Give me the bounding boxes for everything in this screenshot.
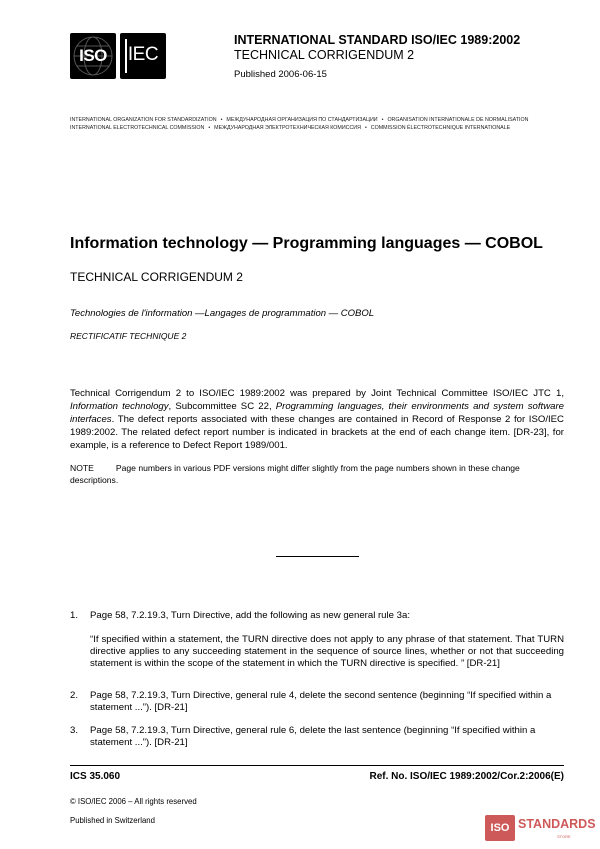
ics-code: ICS 35.060 <box>70 771 121 782</box>
org-name: МЕЖДУНАРОДНАЯ ЭЛЕКТРОТЕХНИЧЕСКАЯ КОМИССИЯ <box>214 125 361 131</box>
org-name: INTERNATIONAL ELECTROTECHNICAL COMMISSION <box>70 125 205 131</box>
french-title: Technologies de l'information —Langages de programmation — COBOL <box>70 308 375 319</box>
item-number: 3. <box>70 725 79 736</box>
item-text: Page 58, 7.2.19.3, Turn Directive, general rule 4, delete the second sentence (beginning “If specified within a statement ...”). [DR-21] <box>90 690 552 714</box>
published-in: Published in Switzerland <box>70 816 155 825</box>
orgs-row-2 <box>70 125 564 131</box>
org-separator: • <box>364 125 367 131</box>
item-text: Page 58, 7.2.19.3, Turn Directive, general rule 6, delete the last sentence (beginning “If specified within a statement ...”). [DR-21] <box>90 725 536 749</box>
tc-subtitle: TECHNICAL CORRIGENDUM 2 <box>70 270 243 284</box>
note-text: Page numbers in various PDF versions might differ slightly from the page numbers shown in these change descriptions. <box>70 463 520 485</box>
standards-store-watermark <box>485 811 595 845</box>
french-tc-subtitle: RECTIFICATIF TECHNIQUE 2 <box>70 331 187 341</box>
change-item <box>70 690 564 714</box>
document-title: Information technology — Programming languages — COBOL <box>70 235 543 252</box>
iso-logo <box>70 33 116 79</box>
intro-italic: Programming languages, their environments and system software interfaces <box>70 401 565 426</box>
intro-text: , Subcommittee SC 22, <box>168 401 276 413</box>
footer-divider <box>70 765 564 766</box>
intro-text: Technical Corrigendum 2 to ISO/IEC 1989:2002 was prepared by Joint Technical Committee ISO/IEC JTC 1, <box>70 388 564 399</box>
item-text: Page 58, 7.2.19.3, Turn Directive, add the following as new general rule 3a: <box>90 610 410 621</box>
standard-title: INTERNATIONAL STANDARD ISO/IEC 1989:2002 <box>234 33 521 47</box>
change-item <box>70 610 564 622</box>
iec-logo <box>120 33 166 79</box>
org-name: COMMISSION ÉLECTROTECHNIQUE INTERNATIONALE <box>370 125 511 131</box>
store-badge: ISO <box>485 815 515 841</box>
note <box>70 463 564 486</box>
org-separator: • <box>381 117 384 123</box>
reference-number: Ref. No. ISO/IEC 1989:2002/Cor.2:2006(E) <box>369 771 564 782</box>
orgs-row-1 <box>70 117 564 123</box>
copyright: © ISO/IEC 2006 – All rights reserved <box>70 797 197 806</box>
item-number: 1. <box>70 610 79 621</box>
corrigendum-label: TECHNICAL CORRIGENDUM 2 <box>234 48 415 62</box>
org-separator: • <box>208 125 211 131</box>
org-name: МЕЖДУНАРОДНАЯ ОРГАНИЗАЦИЯ ПО СТАНДАРТИЗАЦИИ <box>226 117 378 123</box>
intro-paragraph <box>70 387 564 452</box>
published-date: Published 2006-06-15 <box>234 69 327 80</box>
change-item <box>70 725 564 749</box>
iec-logo-text: IEC <box>127 44 159 65</box>
note-label: NOTE <box>70 463 94 473</box>
store-small: STORE <box>557 834 571 839</box>
iso-logo-text: ISO <box>79 46 107 65</box>
org-name: ORGANISATION INTERNATIONALE DE NORMALISATION <box>387 117 529 123</box>
intro-italic: Information technology <box>70 401 169 413</box>
rule-quote: “If specified within a statement, the TURN directive does not apply to any phrase of that statement. That TURN directive applies to any succeeding statement in the sequence of source lines, whether or not that succeeding statement is within the scope of the statement in which the TURN directive is specified. ” [DR-21] <box>90 634 564 670</box>
store-word: STANDARDS <box>518 817 596 831</box>
org-separator: • <box>220 117 223 123</box>
intro-text: . The defect reports associated with these changes are contained in Record of Response 2 for ISO/IEC 1989:2002. The related defect report number is indicated in brackets at the end of each change item. [DR-23], for example, is a reference to Defect Report 1989/001. <box>70 414 564 452</box>
section-divider <box>276 556 359 557</box>
org-name: INTERNATIONAL ORGANIZATION FOR STANDARDIZATION <box>70 117 217 123</box>
item-number: 2. <box>70 690 79 701</box>
